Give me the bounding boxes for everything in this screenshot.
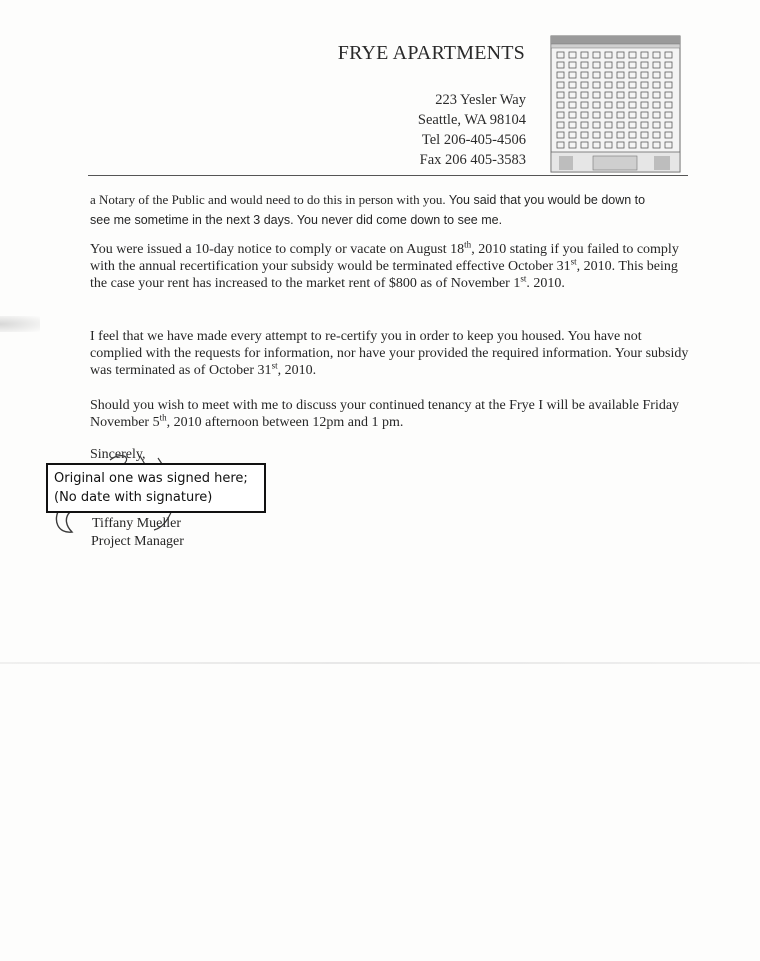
p2-sup-3: st (520, 273, 527, 284)
p2-text-a: You were issued a 10-day notice to comply or vacate on August 18 (90, 242, 465, 257)
p4-sup: th (159, 412, 167, 423)
p4-text-b: , 2010 afternoon between 12pm and 1 pm. (166, 415, 404, 430)
p2-text-c: , 2010. This being the case your rent has increased to the market rent of $800 as of November 1 (90, 259, 678, 291)
p3-text-a: I feel that we have made every attempt to re-certify you in order to keep you housed. You have not complied with the requests for information, nor have your provided the required information. Your subsidy was terminated as of October 31 (90, 329, 689, 378)
annotation-line-1: Original one was signed here; (54, 471, 248, 486)
p1-sans-text-b: see me sometime in the next 3 days. You never did come down to see me. (90, 213, 503, 227)
paragraph-1 (90, 190, 690, 230)
signer-title: Project Manager (91, 534, 184, 549)
paper-fold-line (0, 662, 760, 664)
p3-text-b: , 2010. (277, 363, 317, 378)
p2-sup-1: th (464, 239, 472, 250)
phone-number: Tel 206-405-4506 (421, 132, 526, 148)
paragraph-4 (90, 397, 690, 431)
annotation-line-2: (No date with signature) (54, 490, 213, 505)
header-divider (88, 175, 688, 176)
p1-serif-text: a Notary of the Public and would need to do this in person with you. (90, 192, 446, 207)
paragraph-2 (90, 241, 690, 292)
closing-salutation: Sincerely, (90, 447, 146, 462)
paragraph-3 (90, 328, 690, 379)
org-name: FRYE APARTMENTS (337, 42, 525, 64)
building-logo-icon (549, 34, 682, 174)
p3-sup: st (271, 360, 278, 371)
p2-text-d: . 2010. (526, 276, 565, 291)
p2-text-b: , 2010 stating if you failed to comply with the annual recertification your subsidy would be terminated effective October 31 (90, 242, 679, 274)
fax-number: Fax 206 405-3583 (419, 152, 526, 168)
p2-sup-2: st (570, 256, 577, 267)
annotation-box (46, 463, 266, 513)
signer-name: Tiffany Mueller (92, 516, 182, 531)
paper-smudge (0, 316, 40, 332)
address-street: 223 Yesler Way (435, 92, 526, 108)
p4-text-a: Should you wish to meet with me to discuss your continued tenancy at the Frye I will be available Friday November 5 (90, 398, 680, 430)
p1-sans-text-a: You said that you would be down to (448, 193, 646, 207)
address-city: Seattle, WA 98104 (417, 112, 526, 128)
